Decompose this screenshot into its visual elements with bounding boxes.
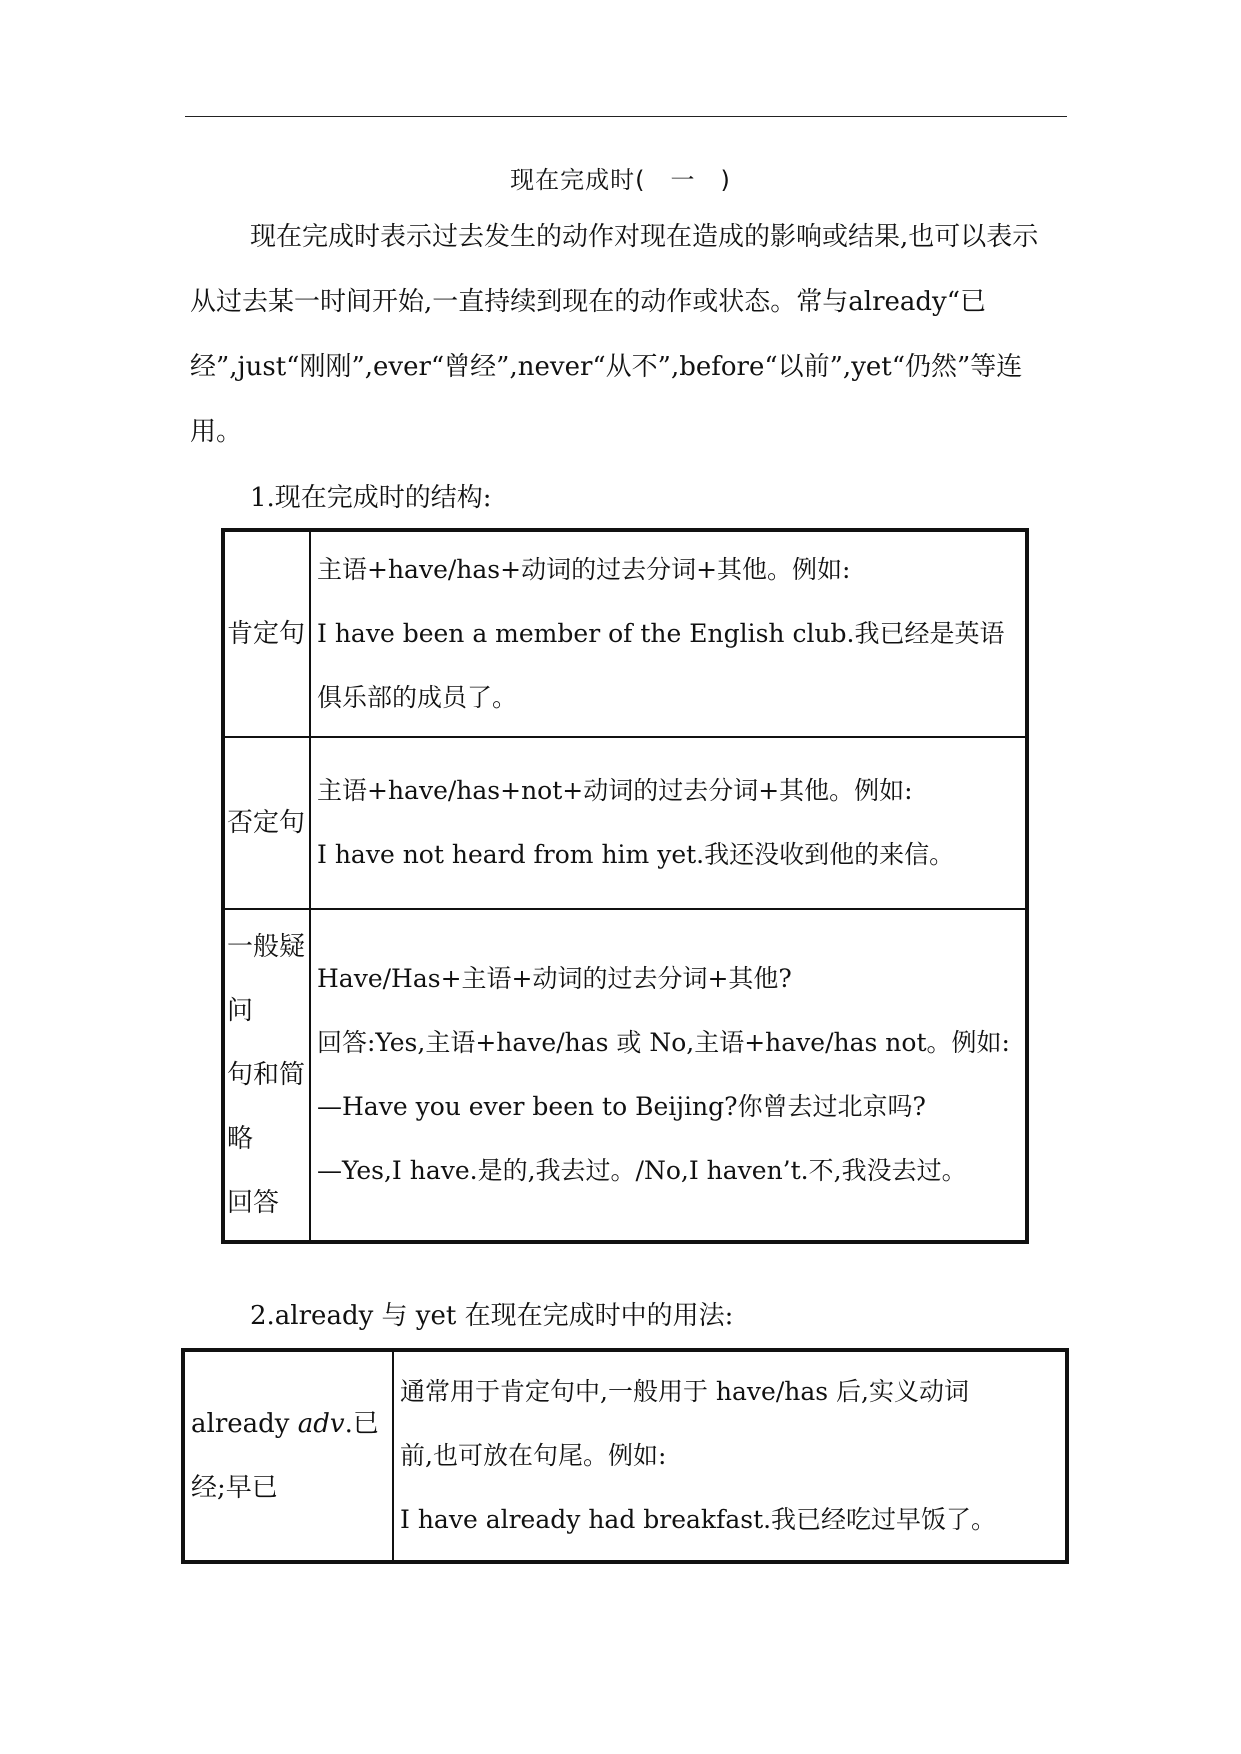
label-line: 略 (227, 1124, 254, 1154)
content-line: I have been a member of the English club.我已经是英语 (317, 619, 1005, 648)
row-content-affirmative (310, 530, 1027, 737)
row-label-question (223, 909, 310, 1242)
content-line: 主语+have/has+not+动词的过去分词+其他。例如: (317, 776, 913, 805)
part-of-speech: adv (297, 1409, 345, 1439)
page-title: 现在完成时( 一 ) (510, 166, 731, 194)
usage-table (181, 1348, 1069, 1564)
table-row (223, 737, 1027, 909)
table-row (223, 530, 1027, 737)
label-line: 经;早已 (191, 1473, 278, 1503)
label-line: 回答 (227, 1188, 280, 1218)
label-line: 一般疑 (227, 932, 306, 962)
structure-table (221, 528, 1029, 1244)
content-line: Have/Has+主语+动词的过去分词+其他? (317, 964, 792, 993)
intro-text: 现在完成时表示过去发生的动作对现在造成的影响或结果,也可以表示从过去某一时间开始,一直持续到现在的动作或状态。常与already“已经”,just“刚刚”,ever“曾经”,never“从不”,before“以前”,yet“仍然”等连用。 (190, 222, 1039, 447)
label-line: 句和简 (227, 1060, 306, 1090)
content-line: —Yes,I have.是的,我去过。/No,I haven’t.不,我没去过。 (317, 1156, 967, 1185)
row-content-question (310, 909, 1027, 1242)
content-line: 通常用于肯定句中,一般用于 have/has 后,实义动词 (400, 1377, 969, 1406)
table-row (223, 909, 1027, 1242)
content-line: 回答:Yes,主语+have/has 或 No,主语+have/has not。例如: (317, 1028, 1010, 1057)
section1-heading: 1.现在完成时的结构: (250, 483, 492, 513)
content-line: 主语+have/has+动词的过去分词+其他。例如: (317, 555, 851, 584)
label-line (191, 1392, 386, 1456)
row-content-already (393, 1350, 1067, 1562)
content-line: —Have you ever been to Beijing?你曾去过北京吗? (317, 1092, 926, 1121)
label-meaning: .已 (344, 1409, 379, 1439)
row-content-negative (310, 737, 1027, 909)
table-row (183, 1350, 1067, 1562)
content-line: 前,也可放在句尾。例如: (400, 1441, 667, 1470)
label-word: already (191, 1409, 298, 1439)
row-label-already (183, 1350, 393, 1562)
intro-paragraph (190, 205, 1060, 465)
content-line: 俱乐部的成员了。 (317, 683, 518, 712)
header-rule (185, 116, 1067, 117)
content-line: I have not heard from him yet.我还没收到他的来信。 (317, 840, 955, 869)
row-label-negative: 否定句 (223, 737, 310, 909)
section2-heading: 2.already 与 yet 在现在完成时中的用法: (250, 1301, 734, 1331)
content-line: I have already had breakfast.我已经吃过早饭了。 (400, 1505, 997, 1534)
row-label-affirmative: 肯定句 (223, 530, 310, 737)
label-line: 问 (227, 996, 254, 1026)
